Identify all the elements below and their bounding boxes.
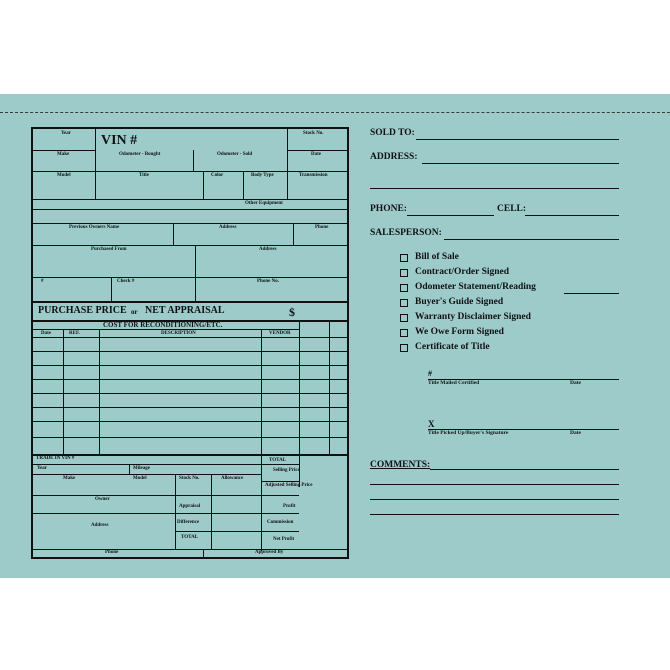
label-approved-by: Approved By <box>255 550 284 555</box>
label-trade-stock: Stock No. <box>179 476 200 481</box>
label-address: Address <box>219 225 237 230</box>
date-label-1: Date <box>570 380 581 386</box>
label-profit: Profit <box>283 504 296 509</box>
salesperson-label: SALESPERSON: <box>370 228 442 238</box>
or-label: or <box>131 308 138 316</box>
label-other-equipment: Other Equipment <box>245 201 283 206</box>
title-mailed-label: Title Mailed Certified <box>428 380 480 386</box>
label-trade-total: TOTAL <box>181 535 199 540</box>
check-label-contract: Contract/Order Signed <box>415 267 510 277</box>
purchase-price-label: PURCHASE PRICE <box>38 305 127 316</box>
label-appraisal: Appraisal <box>179 504 201 509</box>
recon-title: COST FOR RECONDITIONING/ETC. <box>103 321 223 329</box>
checkbox-buyers-guide[interactable] <box>400 299 408 307</box>
sold-to-label: SOLD TO: <box>370 128 415 138</box>
hash-label: # <box>428 369 432 378</box>
label-selling-price: Selling Price <box>273 468 300 473</box>
address-line-2[interactable] <box>370 188 619 189</box>
label-model: Model <box>57 173 71 178</box>
recon-date: Date <box>41 331 51 336</box>
label-body-type: Body Type <box>251 173 274 178</box>
check-label-odometer: Odometer Statement/Reading <box>415 282 536 292</box>
date-label-2: Date <box>570 430 581 436</box>
checkbox-contract[interactable] <box>400 269 408 277</box>
label-color: Color <box>211 173 224 178</box>
label-year: Year <box>61 131 71 136</box>
recon-description: DESCRIPTION <box>161 331 196 336</box>
check-label-warranty: Warranty Disclaimer Signed <box>415 312 531 322</box>
dollar-sign: $ <box>289 305 295 319</box>
x-label: X <box>428 419 435 429</box>
label-date: Date <box>311 152 321 157</box>
label-address-2: Address <box>259 247 277 252</box>
vin-label: VIN # <box>101 133 138 148</box>
check-label-buyers-guide: Buyer's Guide Signed <box>415 297 504 307</box>
vehicle-form <box>31 127 349 559</box>
checkbox-bill-of-sale[interactable] <box>400 254 408 262</box>
label-check-num: Check # <box>117 279 135 284</box>
label-phone: Phone <box>315 225 329 230</box>
perforation-line <box>0 112 670 113</box>
recon-ref: REF. <box>69 331 80 336</box>
comments-line-4[interactable] <box>370 514 619 515</box>
label-trade-make: Make <box>63 476 76 481</box>
label-adj-selling: Adjusted Selling Price <box>265 483 313 488</box>
label-trade-model: Model <box>133 476 147 481</box>
comments-line-3[interactable] <box>370 499 619 500</box>
label-allowance: Allowance <box>221 476 244 481</box>
checkbox-warranty[interactable] <box>400 314 408 322</box>
recon-vendor: VENDOR <box>269 331 291 336</box>
label-trade-phone: Phone <box>105 550 119 555</box>
label-odo-sold: Odometer - Sold <box>217 152 253 157</box>
label-make: Make <box>57 152 70 157</box>
label-net-profit: Net Profit <box>273 537 295 542</box>
title-picked-label: Title Picked Up/Buyer's Signature <box>428 430 509 436</box>
label-difference: Difference <box>177 520 200 525</box>
comments-label: COMMENTS: <box>370 460 431 470</box>
sold-to-line[interactable] <box>416 139 619 140</box>
label-commission: Commission <box>267 520 294 525</box>
check-label-bill-of-sale: Bill of Sale <box>415 252 459 262</box>
odometer-line[interactable] <box>564 293 619 294</box>
label-owner: Owner <box>95 497 110 502</box>
label-total: TOTAL <box>269 458 287 463</box>
label-trade-in-vin: TRADE IN VIN # <box>36 456 75 461</box>
label-trade-year: Year <box>37 466 47 471</box>
address-label: ADDRESS: <box>370 152 418 162</box>
comments-line-1[interactable] <box>430 469 619 470</box>
cell-line[interactable] <box>525 215 619 216</box>
label-mileage: Mileage <box>133 466 150 471</box>
salesperson-line[interactable] <box>444 239 619 240</box>
net-appraisal-label: NET APPRAISAL <box>145 305 225 316</box>
checkbox-odometer[interactable] <box>400 284 408 292</box>
checkbox-we-owe[interactable] <box>400 329 408 337</box>
label-stock-no: Stock No. <box>303 131 324 136</box>
label-title: Title <box>139 173 149 178</box>
label-prev-owners: Previous Owners Name <box>69 225 120 230</box>
label-num: # <box>41 279 44 284</box>
label-phone-no: Phone No. <box>257 279 279 284</box>
checkbox-certificate[interactable] <box>400 344 408 352</box>
phone-label: PHONE: <box>370 204 407 214</box>
label-trade-address: Address <box>91 523 109 528</box>
check-label-we-owe: We Owe Form Signed <box>415 327 504 337</box>
check-label-certificate: Certificate of Title <box>415 342 490 352</box>
comments-line-2[interactable] <box>370 484 619 485</box>
phone-line[interactable] <box>407 215 494 216</box>
label-transmission: Transmission <box>299 173 328 178</box>
label-purchased-from: Purchased From <box>91 247 127 252</box>
cell-label: CELL: <box>497 204 527 214</box>
label-odo-bought: Odometer - Bought <box>119 152 161 157</box>
address-line-1[interactable] <box>422 163 619 164</box>
